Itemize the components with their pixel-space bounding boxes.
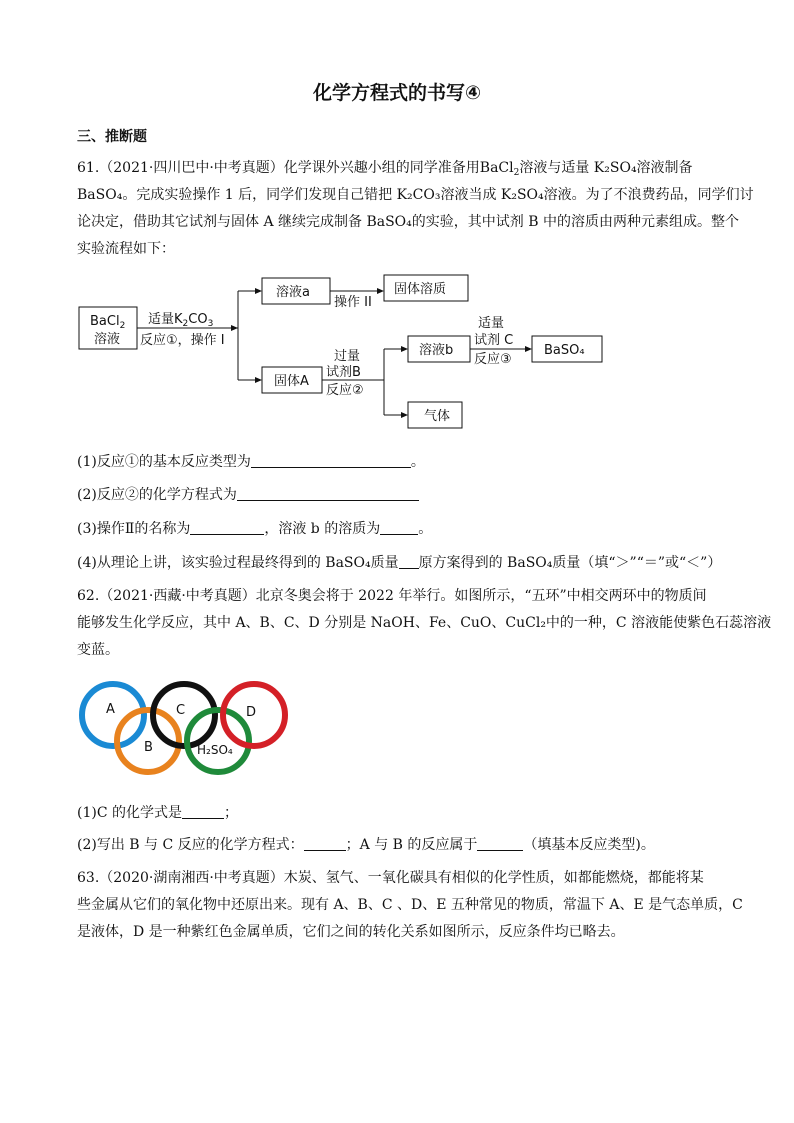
olympic-rings-diagram (76, 680, 296, 780)
flow-label-reagent1: 适量$K_2CO_3$ (148, 312, 214, 329)
flow-label-reaction1: 反应①，操作 I (140, 333, 225, 348)
q63-line-2: 些金属从它们的氧化物中还原出来。现有 A、B、C 、D、E 五种常见的物质，常温下 A、E 是气态单质，C (77, 897, 743, 913)
ring-label-c: C (176, 703, 186, 718)
flow-label-appropriate: 适量 (478, 316, 505, 331)
arrowhead (525, 346, 532, 352)
flow-label-solution-b: 溶液b (419, 343, 454, 358)
q63-line-1: 63.（2020·湖南湘西·中考真题）木炭、氢气、一氧化碳具有相似的化学性质，如都能燃烧，都能将某 (77, 870, 704, 886)
answer-blank[interactable] (251, 453, 411, 468)
q62-line-1: 62.（2021·西藏·中考真题）北京冬奥会将于 2022 年举行。如图所示，“五环”中相交两环中的物质间 (77, 588, 707, 604)
q62-sub-1: (1)C 的化学式是 ； (77, 805, 238, 821)
answer-blank[interactable] (304, 836, 346, 851)
q61-line-1: 61.（2021·四川巴中·中考真题）化学课外兴趣小组的同学准备用BaCl$_2$溶液与适量 K₂SO₄溶液制备 (77, 160, 693, 178)
q61-line-4: 实验流程如下： (77, 241, 175, 257)
arrowhead (255, 288, 262, 294)
q62-line-3: 变蓝。 (77, 642, 119, 658)
flow-label-reaction3: 反应③ (474, 352, 512, 367)
flow-label-solution: 溶液 (94, 332, 121, 347)
ring-label-a: A (106, 702, 115, 717)
experiment-flow-diagram (0, 268, 794, 438)
q61-sub-3: (3)操作Ⅱ的名称为 ，溶液 b 的溶质为 。 (77, 521, 433, 537)
answer-blank[interactable] (237, 486, 419, 501)
flow-label-solid-a: 固体A (274, 374, 309, 389)
answer-blank[interactable] (182, 804, 224, 819)
q62-sub-2: (2)写出 B 与 C 反应的化学方程式： ；A 与 B 的反应属于 （填基本反应类型)。 (77, 837, 655, 853)
flow-label-bacl2: BaCl$_2$ (90, 314, 126, 331)
answer-blank[interactable] (399, 554, 419, 569)
page-title: 化学方程式的书写④ (312, 82, 482, 104)
q61-sub-1: (1)反应①的基本反应类型为 。 (77, 454, 425, 470)
q63-line-3: 是液体，D 是一种紫红色金属单质，它们之间的转化关系如图所示，反应条件均已略去。 (77, 924, 625, 940)
flow-label-reagent-b: 试剂B (326, 365, 361, 380)
answer-blank[interactable] (477, 836, 523, 851)
answer-blank[interactable] (190, 520, 264, 535)
flow-label-reaction2: 反应② (326, 383, 364, 398)
flow-label-reagent-c: 试剂 C (474, 333, 514, 348)
answer-blank[interactable] (380, 520, 418, 535)
arrowhead (377, 288, 384, 294)
arrowhead (401, 346, 408, 352)
q62-line-2: 能够发生化学反应，其中 A、B、C、D 分别是 NaOH、Fe、CuO、CuCl₂中的一种，C 溶液能使紫色石蕊溶液 (77, 615, 772, 631)
q61-sub-2: (2)反应②的化学方程式为 (77, 484, 419, 504)
ring-label-h2so4: H₂SO₄ (197, 743, 233, 757)
arrowhead (255, 377, 262, 383)
flow-label-solid-solute: 固体溶质 (394, 282, 447, 297)
flow-label-excess: 过量 (334, 349, 361, 364)
flow-label-operation2: 操作 II (334, 295, 372, 310)
flow-label-solution-a: 溶液a (276, 285, 310, 300)
flow-label-gas: 气体 (424, 409, 451, 424)
q61-line-3: 论决定，借助其它试剂与固体 A 继续完成制备 BaSO₄的实验，其中试剂 B 中的溶质由两种元素组成。整个 (77, 214, 739, 230)
arrowhead (231, 325, 238, 331)
ring-label-b: B (144, 740, 153, 755)
q61-sub-4: (4)从理论上讲，该实验过程最终得到的 BaSO₄质量 原方案得到的 BaSO₄质量（填“＞”“＝”或“＜”） (77, 555, 722, 571)
q61-line-2: BaSO₄。完成实验操作 1 后，同学们发现自己错把 K₂CO₃溶液当成 K₂SO₄溶液。为了不浪费药品，同学们讨 (77, 187, 754, 203)
ring-label-d: D (246, 705, 257, 720)
flow-label-baso4: BaSO₄ (544, 343, 585, 358)
arrowhead (401, 412, 408, 418)
section-heading: 三、推断题 (77, 129, 147, 145)
